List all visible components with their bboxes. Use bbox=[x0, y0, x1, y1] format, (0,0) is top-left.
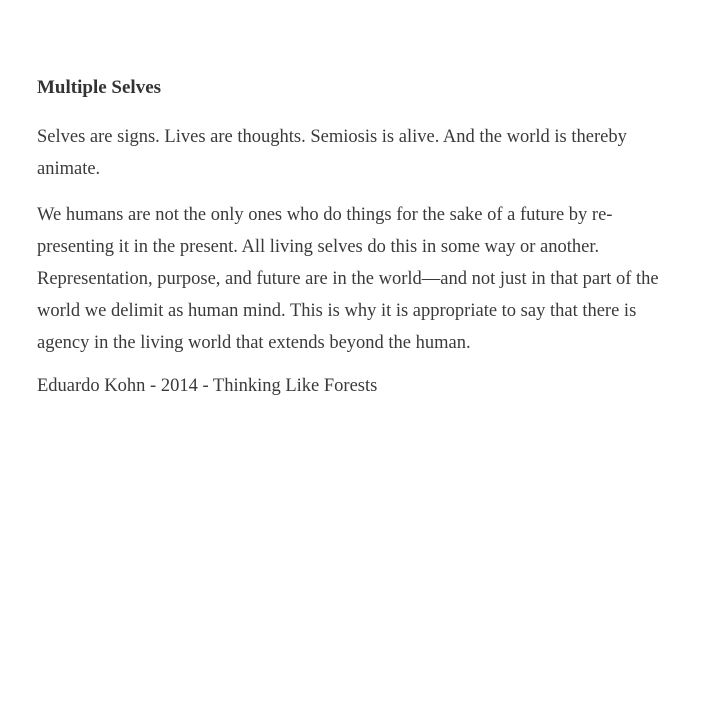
paragraph-2: We humans are not the only ones who do things for the sake of a future by re-presenting it in the present. All living selves do this in some way or another. Representation, purpose, and future are in the world—and not just in that part of the world we delimit as human mind. This is why it is appropriate to say that there is agency in the living world that extends beyond the human. bbox=[37, 205, 659, 353]
document-body bbox=[37, 75, 677, 399]
paragraph-1: Selves are signs. Lives are thoughts. Semiosis is alive. And the world is thereby animate. bbox=[37, 127, 627, 179]
citation: Eduardo Kohn - 2014 - Thinking Like Forests bbox=[37, 376, 378, 396]
document-title: Multiple Selves bbox=[37, 77, 162, 98]
